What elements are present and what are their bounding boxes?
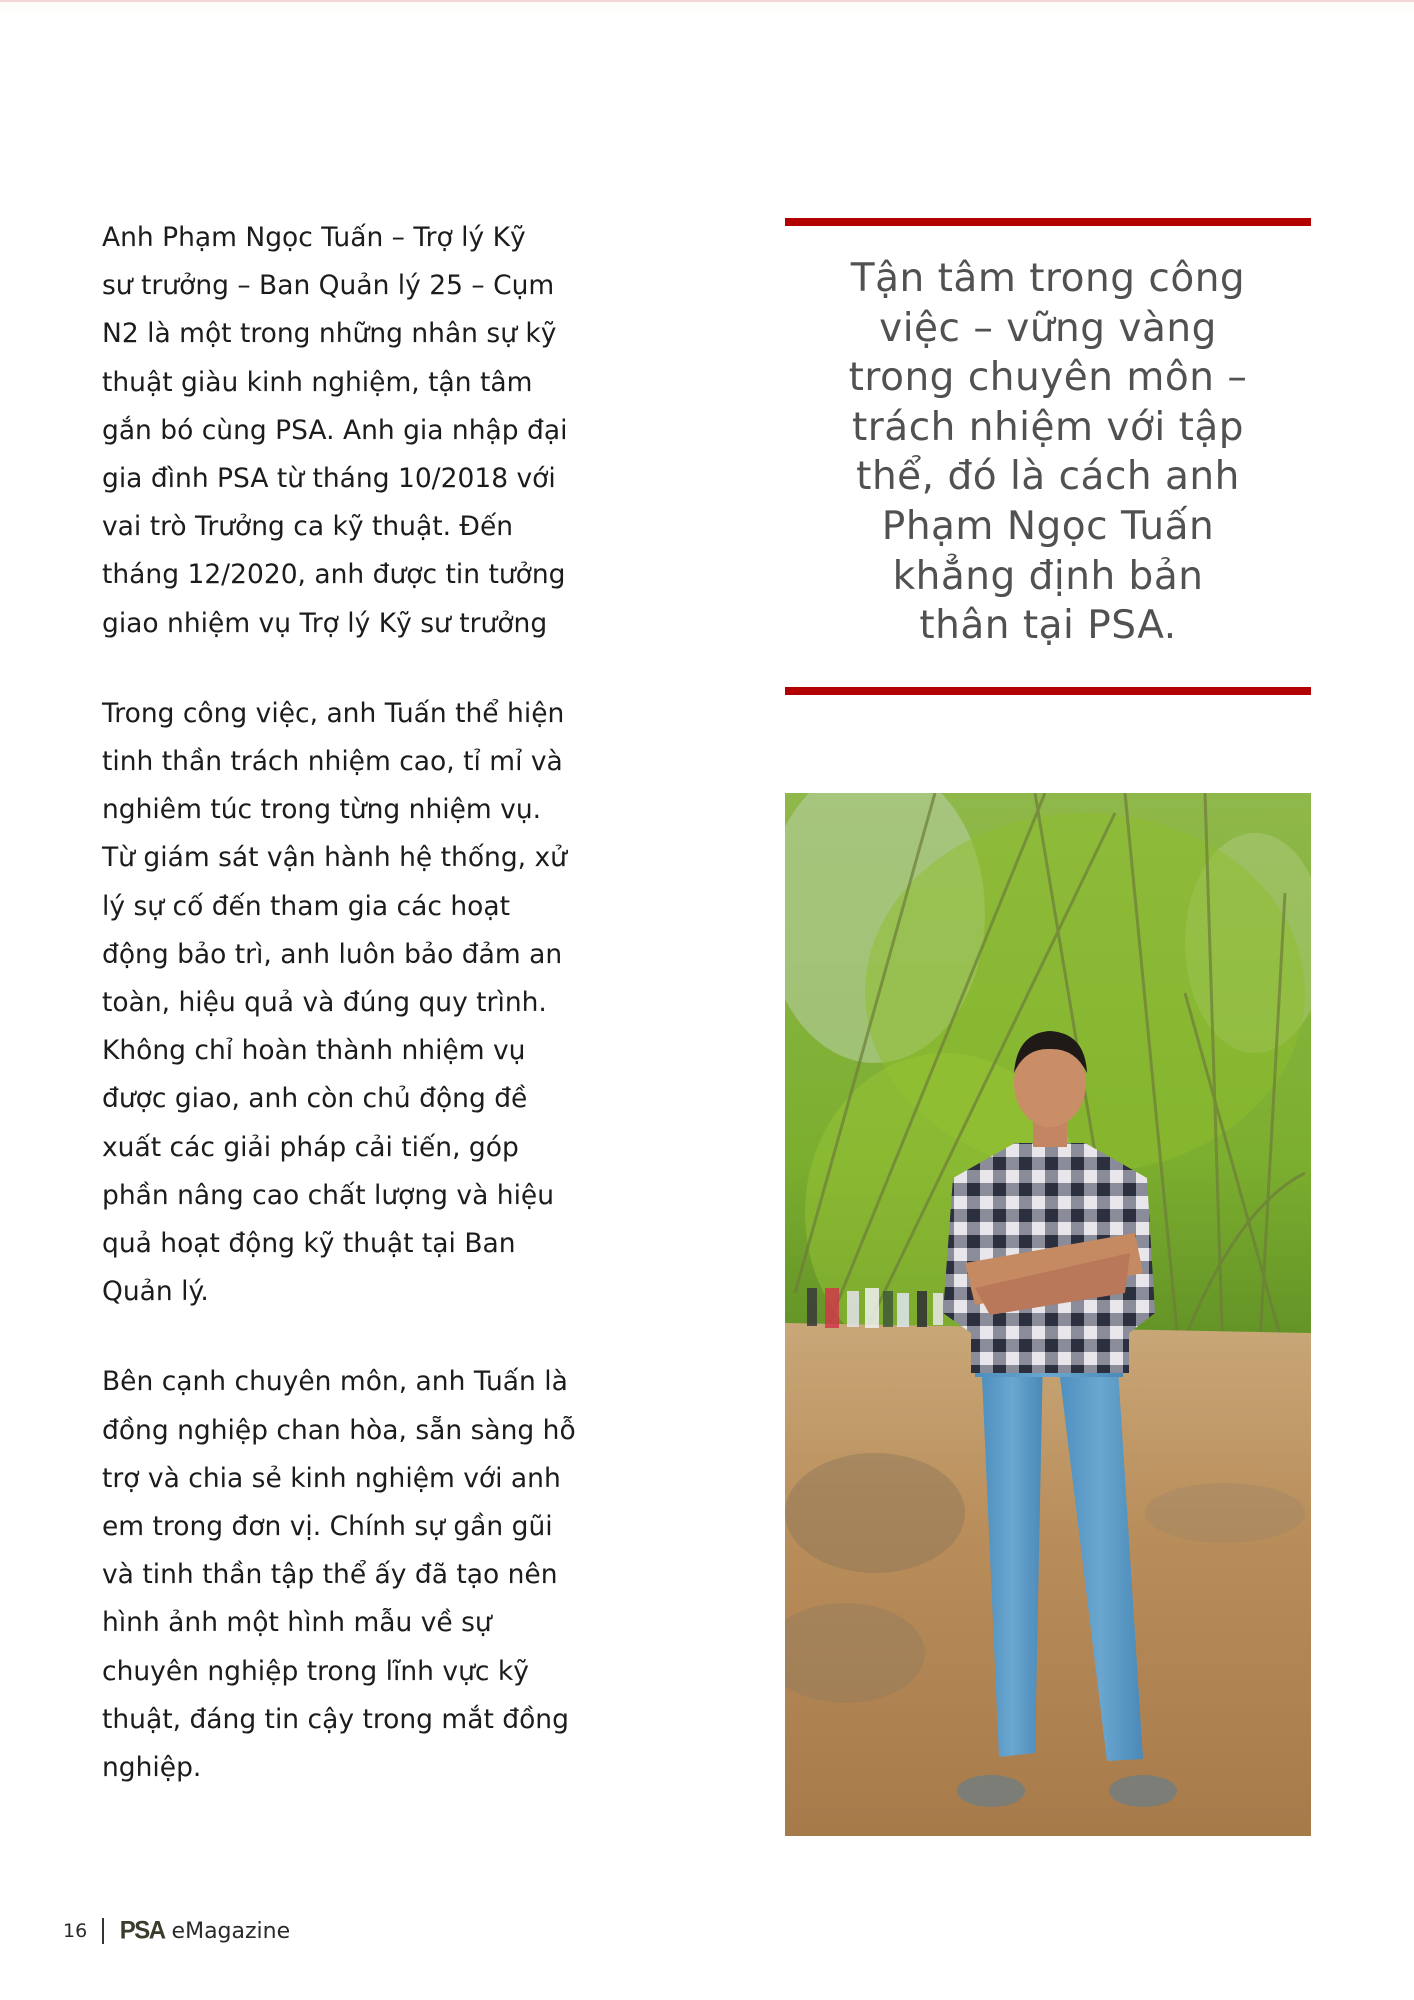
text-line: em trong đơn vị. Chính sự gần gũi xyxy=(102,1511,553,1543)
text-line: Từ giám sát vận hành hệ thống, xử xyxy=(102,842,567,874)
quote-line: Phạm Ngọc Tuấn xyxy=(881,503,1215,549)
text-line: Không chỉ hoàn thành nhiệm vụ xyxy=(102,1035,526,1067)
quote-line: khẳng định bản xyxy=(892,553,1204,599)
text-line: giao nhiệm vụ Trợ lý Kỹ sư trưởng xyxy=(102,607,548,639)
footer-divider xyxy=(102,1918,104,1944)
article-paragraph-3 xyxy=(102,1358,622,1792)
portrait-photo xyxy=(785,793,1311,1836)
page-number: 16 xyxy=(63,1920,88,1942)
pull-quote-text xyxy=(785,254,1311,651)
publication-name: eMagazine xyxy=(171,1918,291,1944)
text-line: Bên cạnh chuyên môn, anh Tuấn là xyxy=(102,1366,568,1398)
text-line: Quản lý. xyxy=(102,1276,209,1308)
pull-quote xyxy=(785,218,1311,695)
text-line: gắn bó cùng PSA. Anh gia nhập đại xyxy=(102,414,568,446)
psa-logo: PSA xyxy=(119,1916,165,1945)
article-paragraph-1 xyxy=(102,214,622,648)
text-line: N2 là một trong những nhân sự kỹ xyxy=(102,318,557,350)
text-line: phần nâng cao chất lượng và hiệu xyxy=(102,1179,555,1211)
page-top-fade xyxy=(0,2,1414,16)
article-body xyxy=(102,214,622,1840)
text-line: Trong công việc, anh Tuấn thể hiện xyxy=(102,697,565,729)
text-line: hình ảnh một hình mẫu về sự xyxy=(102,1607,492,1639)
quote-rule-bottom xyxy=(785,687,1311,695)
text-line: tinh thần trách nhiệm cao, tỉ mỉ và xyxy=(102,746,563,778)
text-line: lý sự cố đến tham gia các hoạt xyxy=(102,890,510,922)
text-line: thuật, đáng tin cậy trong mắt đồng xyxy=(102,1703,569,1735)
text-line: và tinh thần tập thể ấy đã tạo nên xyxy=(102,1559,558,1591)
text-line: nghiêm túc trong từng nhiệm vụ. xyxy=(102,794,542,826)
article-paragraph-2 xyxy=(102,690,622,1317)
text-line: động bảo trì, anh luôn bảo đảm an xyxy=(102,938,563,970)
text-line: toàn, hiệu quả và đúng quy trình. xyxy=(102,987,547,1019)
text-line: Anh Phạm Ngọc Tuấn – Trợ lý Kỹ xyxy=(102,222,526,253)
text-line: chuyên nghiệp trong lĩnh vực kỹ xyxy=(102,1655,529,1687)
quote-line: trong chuyên môn – xyxy=(848,355,1248,401)
text-line: thuật giàu kinh nghiệm, tận tâm xyxy=(102,366,533,398)
quote-line: thể, đó là cách anh xyxy=(856,454,1240,500)
quote-line: thân tại PSA. xyxy=(919,603,1177,649)
text-line: sư trưởng – Ban Quản lý 25 – Cụm xyxy=(102,270,555,302)
photo-illustration xyxy=(785,793,1311,1836)
text-line: được giao, anh còn chủ động đề xyxy=(102,1083,528,1115)
text-line: xuất các giải pháp cải tiến, góp xyxy=(102,1131,519,1163)
quote-line: Tận tâm trong công xyxy=(850,256,1246,301)
text-line: nghiệp. xyxy=(102,1752,202,1784)
quote-line: trách nhiệm với tập xyxy=(851,404,1245,450)
text-line: vai trò Trưởng ca kỹ thuật. Đến xyxy=(102,511,514,543)
text-line: gia đình PSA từ tháng 10/2018 với xyxy=(102,463,556,495)
quote-line: việc – vững vàng xyxy=(879,305,1217,351)
text-line: quả hoạt động kỹ thuật tại Ban xyxy=(102,1228,516,1260)
page-footer xyxy=(63,1914,290,1948)
text-line: trợ và chia sẻ kinh nghiệm với anh xyxy=(102,1462,561,1494)
text-line: đồng nghiệp chan hòa, sẵn sàng hỗ xyxy=(102,1414,576,1446)
text-line: tháng 12/2020, anh được tin tưởng xyxy=(102,559,566,591)
quote-rule-top xyxy=(785,218,1311,226)
